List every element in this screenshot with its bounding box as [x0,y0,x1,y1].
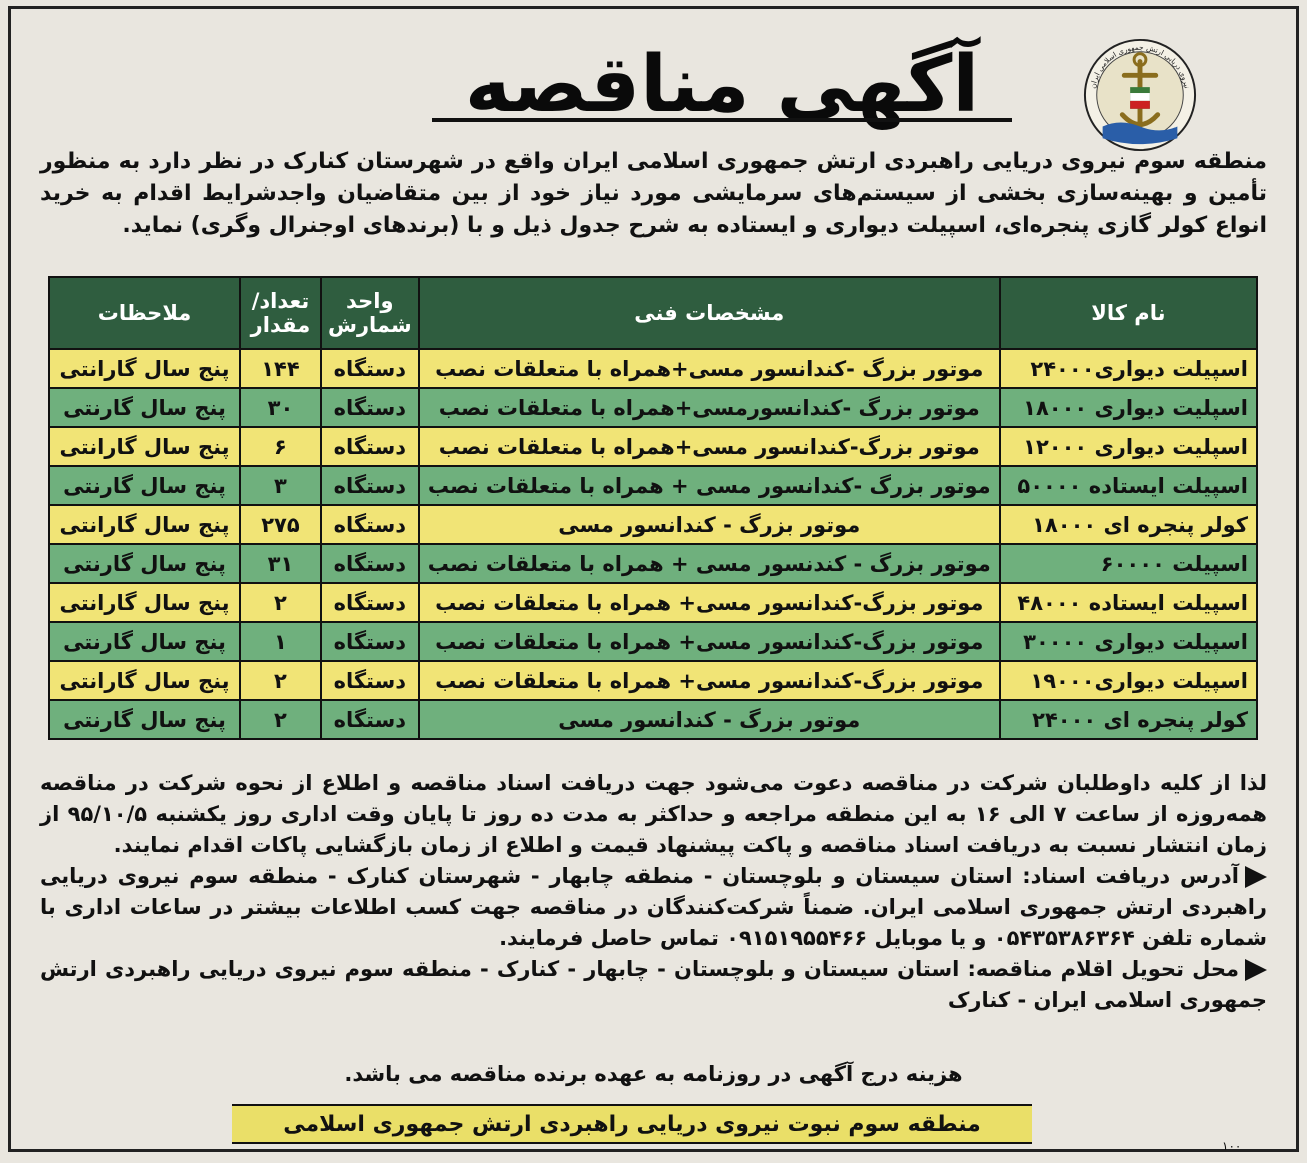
body-text [40,768,1267,1016]
cell-qty: ۶ [240,427,321,466]
header-name: نام کالا [1000,277,1257,349]
cell-unit: دستگاه [321,700,419,739]
page-title: آگهی مناقصه [464,40,980,130]
table-header-row [49,277,1257,349]
delivery-text: استان سیستان و بلوچستان - چابهار - کنارک - منطقه سوم نیروی دریایی راهبردی ارتش جمهوری اسلامی ایران - کنارک [40,957,1267,1012]
cell-name: کولر پنجره ای ۱۸۰۰۰ [1000,505,1257,544]
header [12,8,1295,148]
navy-emblem-logo [1081,36,1199,154]
cell-name: اسپلیت دیواری ۱۲۰۰۰ [1000,427,1257,466]
cell-spec: موتور بزرگ -کندانسور مسی + همراه با متعلقات نصب [419,466,1000,505]
arrow-bullet-icon [1245,866,1267,888]
table-row [49,388,1257,427]
cell-spec: موتور بزرگ-کندانسور مسی+همراه با متعلقات نصب [419,427,1000,466]
cell-name: اسپیلت دیواری۱۹۰۰۰ [1000,661,1257,700]
cell-unit: دستگاه [321,583,419,622]
header-spec: مشخصات فنی [419,277,1000,349]
intro-paragraph: منطقه سوم نیروی دریایی راهبردی ارتش جمهوری اسلامی ایران واقع در شهرستان کنارک در نظر دارد به منظور تأمین و بهینه‌سازی بخشی از سیستم‌های سرمایشی مورد نیاز خود از بین متقاضیان واجدشرایط اقدام به خرید انواع کولر گازی پنجره‌ای، اسپیلت دیواری و ایستاده به شرح جدول ذیل و با (برندهای اوجنرال وگری) نماید. [40,149,1267,238]
cost-note: هزینه درج آگهی در روزنامه به عهده برنده مناقصه می باشد. [344,1062,963,1086]
cell-name: اسپیلت ایستاده ۵۰۰۰۰ [1000,466,1257,505]
cell-note: پنج سال گارانتی [49,349,240,388]
cell-spec: موتور بزرگ - کندنسور مسی + همراه با متعلقات نصب [419,544,1000,583]
cell-spec: موتور بزرگ-کندانسور مسی+ همراه با متعلقات نصب [419,622,1000,661]
invitation-paragraph: لذا از کلیه داوطلبان شرکت در مناقصه دعوت می‌شود جهت دریافت اسناد مناقصه و اطلاع از نحوه شرکت در مناقصه همه‌روزه از ساعت ۷ الی ۱۶ به این منطقه مراجعه و حداکثر به مدت ده روز تا پایان وقت اداری روز یکشنبه ۹۵/۱۰/۵ از زمان انتشار نسبت به دریافت اسناد مناقصه و پاکت پیشنهاد قیمت و اطلاع از زمان بازگشایی پاکات اقدام نمایند. [40,771,1267,857]
cell-qty: ۱ [240,622,321,661]
cell-unit: دستگاه [321,427,419,466]
cell-unit: دستگاه [321,349,419,388]
arrow-bullet-icon [1245,959,1267,981]
footer-text: منطقه سوم نبوت نیروی دریایی راهبردی ارتش جمهوری اسلامی [283,1111,981,1137]
cell-unit: دستگاه [321,388,419,427]
address-paragraph [40,861,1267,954]
cell-unit: دستگاه [321,622,419,661]
cell-unit: دستگاه [321,544,419,583]
cell-note: پنج سال گارنتی [49,544,240,583]
cell-note: پنج سال گارانتی [49,505,240,544]
cell-qty: ۱۴۴ [240,349,321,388]
table-row [49,544,1257,583]
footer-bar [232,1104,1032,1144]
table-row [49,622,1257,661]
cell-note: پنج سال گارنتی [49,700,240,739]
table-row [49,700,1257,739]
address-label: آدرس دریافت اسناد: [1022,864,1239,888]
items-table [48,276,1258,740]
cell-qty: ۲۷۵ [240,505,321,544]
cell-unit: دستگاه [321,466,419,505]
cell-qty: ۲ [240,661,321,700]
cell-spec: موتور بزرگ-کندانسور مسی+ همراه با متعلقات نصب [419,583,1000,622]
table-row [49,349,1257,388]
cell-spec: موتور بزرگ - کندانسور مسی [419,700,1000,739]
address-text: استان سیستان و بلوچستان - منطقه چابهار - شهرستان کنارک - منطقه سوم نیروی دریایی راهبردی ارتش جمهوری اسلامی ایران. ضمناً شرکت‌کنندگان در مناقصه جهت کسب اطلاعات بیشتر در ساعات اداری با شماره تلفن ۰۵۴۳۵۳۸۶۳۶۴ و یا موبایل ۰۹۱۵۱۹۵۵۴۶۶ تماس حاصل فرمایند. [40,864,1267,950]
cell-name: کولر پنجره ای ۲۴۰۰۰ [1000,700,1257,739]
title-box [432,26,1012,144]
cell-unit: دستگاه [321,505,419,544]
cell-spec: موتور بزرگ -کندانسور مسی+همراه با متعلقات نصب [419,349,1000,388]
title-underline [432,118,1012,122]
cell-spec: موتور بزرگ - کندانسور مسی [419,505,1000,544]
cell-name: اسپیلت ایستاده ۴۸۰۰۰ [1000,583,1257,622]
cell-name: اسپیلت دیواری۲۴۰۰۰ [1000,349,1257,388]
cell-note: پنج سال گارانتی [49,661,240,700]
table-row [49,583,1257,622]
cell-qty: ۳۰ [240,388,321,427]
cell-name: اسپیلت ۶۰۰۰۰ [1000,544,1257,583]
cell-spec: موتور بزرگ-کندانسور مسی+ همراه با متعلقات نصب [419,661,1000,700]
table-row [49,505,1257,544]
cell-note: پنج سال گارنتی [49,466,240,505]
table-row [49,466,1257,505]
page-number: ۱۰۰ [1222,1139,1242,1153]
header-unit: واحد شمارش [321,277,419,349]
cell-note: پنج سال گارنتی [49,388,240,427]
delivery-paragraph [40,954,1267,1016]
header-qty: تعداد/ مقدار [240,277,321,349]
table-row [49,427,1257,466]
delivery-label: محل تحویل اقلام مناقصه: [967,957,1240,981]
cell-unit: دستگاه [321,661,419,700]
cell-spec: موتور بزرگ -کندانسورمسی+همراه با متعلقات نصب [419,388,1000,427]
cell-qty: ۳ [240,466,321,505]
cell-qty: ۳۱ [240,544,321,583]
cell-note: پنج سال گارنتی [49,622,240,661]
cell-qty: ۲ [240,700,321,739]
cell-name: اسپیلت دیواری ۳۰۰۰۰ [1000,622,1257,661]
table-row [49,661,1257,700]
cell-note: پنج سال گارانتی [49,427,240,466]
cell-note: پنج سال گارانتی [49,583,240,622]
cell-qty: ۲ [240,583,321,622]
cell-name: اسپلیت دیواری ۱۸۰۰۰ [1000,388,1257,427]
logo-arc-text: نیروی دریایی ارتش جمهوری اسلامی ایران [1088,42,1192,90]
header-note: ملاحظات [49,277,240,349]
